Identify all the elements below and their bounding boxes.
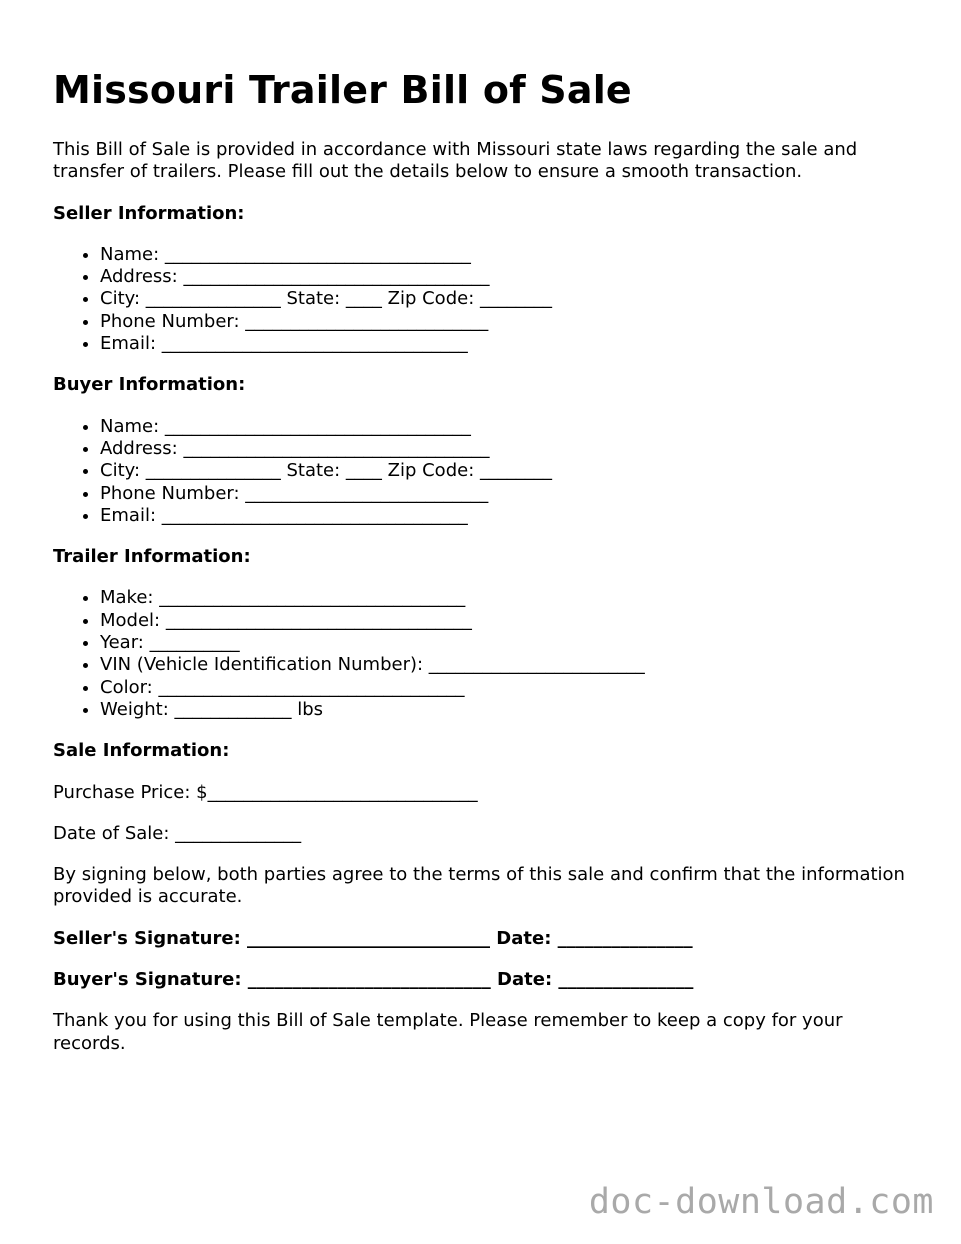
trailer-model-field: • Model: __________________________________ [100, 610, 913, 632]
trailer-heading: Trailer Information: [53, 546, 251, 568]
trailer-weight-field: • Weight: _____________ lbs [100, 699, 913, 721]
date-of-sale-field: Date of Sale: ______________ [53, 822, 302, 844]
closing-paragraph: Thank you for using this Bill of Sale template. Please remember to keep a copy for your records. [53, 1010, 843, 1054]
trailer-vin-field: • VIN (Vehicle Identification Number): ________________________ [100, 654, 913, 676]
buyer-address-field: • Address: __________________________________ [100, 438, 913, 460]
buyer-name-field: • Name: __________________________________ [100, 416, 913, 438]
seller-heading: Seller Information: [53, 202, 245, 224]
trailer-make-field: • Make: __________________________________ [100, 587, 913, 609]
trailer-year-field: • Year: __________ [100, 632, 913, 654]
seller-email-field: • Email: __________________________________ [100, 333, 913, 355]
agreement-paragraph: By signing below, both parties agree to the terms of this sale and confirm that the information provided is accurate. [53, 864, 905, 908]
buyer-list [53, 416, 913, 527]
document-body [53, 139, 913, 1074]
buyer-city-state-zip-field: • City: _______________ State: ____ Zip Code: ________ [100, 460, 913, 482]
buyer-signature-line: Buyer's Signature: ___________________________ Date: _______________ [53, 969, 694, 991]
buyer-email-field: • Email: __________________________________ [100, 505, 913, 527]
seller-city-state-zip-field: • City: _______________ State: ____ Zip Code: ________ [100, 288, 913, 310]
watermark: doc-download.com [588, 1182, 934, 1222]
sale-heading: Sale Information: [53, 740, 230, 762]
seller-name-field: • Name: __________________________________ [100, 244, 913, 266]
trailer-color-field: • Color: __________________________________ [100, 677, 913, 699]
seller-list [53, 244, 913, 355]
buyer-phone-field: • Phone Number: ___________________________ [100, 483, 913, 505]
intro-paragraph: This Bill of Sale is provided in accordance with Missouri state laws regarding the sale and transfer of trailers. Please fill out the details below to ensure a smooth transaction. [53, 139, 858, 183]
seller-phone-field: • Phone Number: ___________________________ [100, 311, 913, 333]
seller-signature-line: Seller's Signature: ___________________________ Date: _______________ [53, 927, 693, 949]
page-title: Missouri Trailer Bill of Sale [53, 68, 632, 112]
buyer-heading: Buyer Information: [53, 374, 246, 396]
trailer-list [53, 587, 913, 721]
seller-address-field: • Address: __________________________________ [100, 266, 913, 288]
purchase-price-field: Purchase Price: $______________________________ [53, 781, 478, 803]
